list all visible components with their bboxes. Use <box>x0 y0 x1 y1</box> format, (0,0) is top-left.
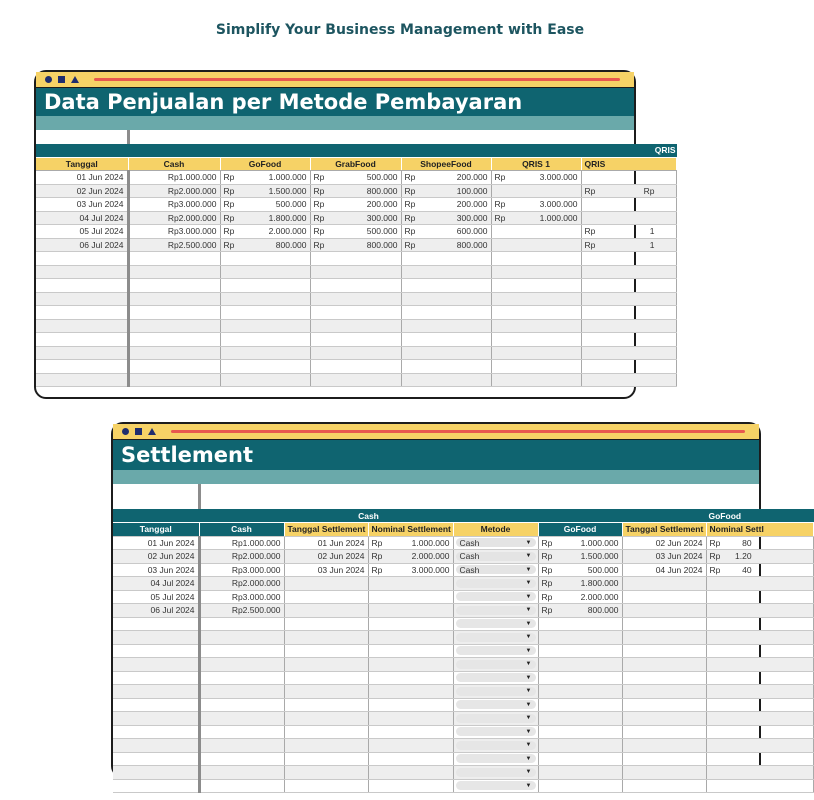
table-row <box>113 671 813 685</box>
chevron-down-icon: ▼ <box>525 580 532 587</box>
cell-gofood[interactable] <box>220 184 310 198</box>
cell-qris1[interactable] <box>491 198 581 212</box>
amount: 1.000.000 <box>539 212 578 223</box>
amount: 3.000.000 <box>539 199 578 210</box>
currency-label: Rp <box>541 537 553 548</box>
amount: 100.000 <box>456 185 488 196</box>
cell-date[interactable]: 06 Jul 2024 <box>36 238 128 252</box>
currency-label: Rp <box>313 226 325 237</box>
currency-label: Rp <box>709 537 721 548</box>
metode-value: Cash <box>459 564 480 575</box>
currency-label: Rp <box>313 172 325 183</box>
metode-dropdown[interactable] <box>456 633 536 642</box>
window-titlebar <box>113 424 759 440</box>
chevron-down-icon: ▼ <box>525 566 532 573</box>
amount: 500.000 <box>366 172 398 183</box>
col-qris1[interactable]: QRIS 1 <box>491 157 581 171</box>
cell-qris2[interactable] <box>581 184 676 198</box>
metode-dropdown[interactable] <box>456 727 536 736</box>
cell-cash[interactable]: Rp2.000.000 <box>128 211 220 225</box>
cell-cash-settle-date[interactable]: 03 Jun 2024 <box>284 563 368 577</box>
amount: 1.500.000 <box>268 185 307 196</box>
cell-gofood-settle-date[interactable] <box>622 577 706 591</box>
currency-label: Rp <box>371 564 383 575</box>
currency-label: Rp <box>223 212 235 223</box>
cell-metode[interactable] <box>453 766 538 780</box>
cell-shopeefood[interactable] <box>401 238 491 252</box>
sales-subband <box>36 116 634 130</box>
table-row <box>113 563 813 577</box>
amount: 800.000 <box>366 239 398 250</box>
amount: 1.000.000 <box>411 537 450 548</box>
cell-date[interactable]: 01 Jun 2024 <box>36 171 128 185</box>
currency-label: Rp <box>584 226 596 237</box>
cell-grabfood[interactable] <box>310 184 401 198</box>
cell-cash[interactable]: Rp2.000.000 <box>128 184 220 198</box>
amount: 2.000.000 <box>580 591 619 602</box>
cell-gofood-settle-nominal[interactable] <box>706 563 813 577</box>
currency-label: Rp <box>404 226 416 237</box>
table-row <box>113 590 813 604</box>
currency-label: Rp <box>541 591 553 602</box>
table-row <box>36 184 676 198</box>
currency-label: Rp <box>371 537 383 548</box>
cell-gofood[interactable] <box>538 563 622 577</box>
table-row <box>36 171 676 185</box>
chevron-down-icon: ▼ <box>525 688 532 695</box>
col-qris2[interactable]: QRIS <box>581 157 676 171</box>
square-icon <box>135 428 142 435</box>
chevron-down-icon: ▼ <box>525 593 532 600</box>
metode-dropdown[interactable] <box>456 538 536 547</box>
cell-cash-settle-date[interactable]: 01 Jun 2024 <box>284 536 368 550</box>
cell-gofood[interactable] <box>538 536 622 550</box>
cell-gofood-settle-nominal[interactable] <box>706 536 813 550</box>
cell-metode[interactable] <box>453 644 538 658</box>
cell-metode[interactable] <box>453 779 538 793</box>
currency-label: Rp <box>494 199 506 210</box>
cell-cash-settle-date[interactable]: 02 Jun 2024 <box>284 550 368 564</box>
table-row <box>113 536 813 550</box>
metode-dropdown[interactable] <box>456 754 536 763</box>
col-cash-settle-date[interactable]: Tanggal Settlement <box>284 523 368 537</box>
cell-qris2[interactable] <box>581 211 676 225</box>
cell-date[interactable]: 06 Jul 2024 <box>113 604 199 618</box>
cell-date[interactable]: 05 Jul 2024 <box>113 590 199 604</box>
currency-label: Rp <box>541 605 553 616</box>
cell-qris1[interactable] <box>491 171 581 185</box>
cell-metode[interactable] <box>453 658 538 672</box>
cell-date[interactable]: 02 Jun 2024 <box>36 184 128 198</box>
cell-qris1[interactable] <box>491 211 581 225</box>
square-icon <box>58 76 65 83</box>
cell-gofood-settle-date[interactable]: 02 Jun 2024 <box>622 536 706 550</box>
table-row <box>113 739 813 753</box>
cell-shopeefood[interactable] <box>401 211 491 225</box>
amount: 200.000 <box>456 199 488 210</box>
settlement-group-row <box>113 509 813 523</box>
table-row <box>36 346 676 360</box>
table-row <box>113 779 813 793</box>
metode-value: Cash <box>459 551 480 562</box>
table-row <box>36 279 676 293</box>
cell-qris2[interactable] <box>581 238 676 252</box>
circle-icon <box>45 76 52 83</box>
table-row <box>36 292 676 306</box>
chevron-down-icon: ▼ <box>525 620 532 627</box>
currency-label: Rp <box>313 212 325 223</box>
col-shopeefood[interactable]: ShopeeFood <box>401 157 491 171</box>
table-row <box>113 712 813 726</box>
titlebar-accent-line <box>171 430 745 433</box>
metode-dropdown[interactable] <box>456 565 536 574</box>
currency-label: Rp <box>404 239 416 250</box>
cell-qris1[interactable] <box>491 225 581 239</box>
metode-dropdown[interactable] <box>456 687 536 696</box>
table-row <box>36 211 676 225</box>
cell-date[interactable]: 03 Jun 2024 <box>36 198 128 212</box>
chevron-down-icon: ▼ <box>525 782 532 789</box>
col-grabfood[interactable]: GrabFood <box>310 157 401 171</box>
currency-label: Rp <box>223 239 235 250</box>
chevron-down-icon: ▼ <box>525 728 532 735</box>
table-row <box>113 658 813 672</box>
currency-label: Rp <box>404 172 416 183</box>
table-row <box>113 550 813 564</box>
table-row <box>36 252 676 266</box>
metode-dropdown[interactable] <box>456 700 536 709</box>
cell-metode[interactable] <box>453 698 538 712</box>
table-row <box>36 225 676 239</box>
amount: 1.500.000 <box>580 551 619 562</box>
sales-window <box>34 70 676 399</box>
cell-metode[interactable] <box>453 631 538 645</box>
cell-gofood[interactable] <box>220 238 310 252</box>
currency-label: Rp <box>541 564 553 575</box>
chevron-down-icon: ▼ <box>525 634 532 641</box>
currency-label: Rp <box>541 578 553 589</box>
sales-header-row <box>36 157 676 171</box>
cell-cash[interactable]: Rp2.000.000 <box>199 550 284 564</box>
chevron-down-icon: ▼ <box>525 755 532 762</box>
chevron-down-icon: ▼ <box>525 661 532 668</box>
cell-metode[interactable] <box>453 550 538 564</box>
cell-qris2[interactable] <box>581 171 676 185</box>
col-gofood-settle-nominal[interactable]: Nominal Settl <box>706 523 813 537</box>
amount: 40 <box>742 564 752 575</box>
cell-grabfood[interactable] <box>310 171 401 185</box>
currency-label: Rp <box>223 185 235 196</box>
cell-shopeefood[interactable] <box>401 184 491 198</box>
cell-cash[interactable]: Rp1.000.000 <box>199 536 284 550</box>
currency-label: Rp <box>584 185 596 196</box>
amount: 80 <box>742 537 752 548</box>
table-row <box>113 577 813 591</box>
table-row <box>113 644 813 658</box>
cell-shopeefood[interactable] <box>401 225 491 239</box>
metode-dropdown[interactable] <box>456 768 536 777</box>
chevron-down-icon: ▼ <box>525 553 532 560</box>
cell-cash[interactable]: Rp1.000.000 <box>128 171 220 185</box>
amount: 500.000 <box>587 564 619 575</box>
currency-label: Rp <box>494 172 506 183</box>
group-gofood: GoFood <box>538 509 813 523</box>
chevron-down-icon: ▼ <box>525 701 532 708</box>
amount: 1.000.000 <box>580 537 619 548</box>
cell-gofood[interactable] <box>220 225 310 239</box>
table-row <box>36 360 676 374</box>
titlebar-accent-line <box>94 78 620 81</box>
metode-dropdown[interactable] <box>456 781 536 790</box>
cell-gofood-settle-nominal[interactable] <box>706 577 813 591</box>
cell-gofood-settle-date[interactable]: 03 Jun 2024 <box>622 550 706 564</box>
cell-cash-settle-nominal[interactable] <box>368 550 453 564</box>
chevron-down-icon: ▼ <box>525 715 532 722</box>
currency-label: Rp <box>313 239 325 250</box>
settlement-title: Settlement <box>113 440 759 470</box>
cell-gofood-settle-nominal[interactable] <box>706 604 813 618</box>
window-titlebar <box>36 72 634 88</box>
col-tanggal[interactable]: Tanggal <box>36 157 128 171</box>
cell-metode[interactable] <box>453 577 538 591</box>
settlement-window <box>111 422 764 789</box>
currency-label: Rp <box>223 199 235 210</box>
amount: 2.000.000 <box>268 226 307 237</box>
col-gofood[interactable]: GoFood <box>538 523 622 537</box>
cell-date[interactable]: 05 Jul 2024 <box>36 225 128 239</box>
table-row <box>36 333 676 347</box>
settlement-subband <box>113 470 759 484</box>
amount: 1 <box>649 239 655 250</box>
table-row <box>36 306 676 320</box>
group-qris: QRIS <box>491 144 676 158</box>
settlement-blank-row <box>113 484 813 509</box>
table-row <box>36 238 676 252</box>
cell-date[interactable]: 02 Jun 2024 <box>113 550 199 564</box>
cell-qris1[interactable] <box>491 184 581 198</box>
cell-date[interactable]: 01 Jun 2024 <box>113 536 199 550</box>
cell-metode[interactable] <box>453 671 538 685</box>
cell-cash[interactable]: Rp2.000.000 <box>199 577 284 591</box>
amount: 1.000.000 <box>268 172 307 183</box>
cell-grabfood[interactable] <box>310 225 401 239</box>
amount: 3.000.000 <box>411 564 450 575</box>
cell-gofood[interactable] <box>538 604 622 618</box>
currency-label: Rp <box>223 226 235 237</box>
cell-metode[interactable] <box>453 752 538 766</box>
amount: Rp <box>643 185 655 196</box>
col-tanggal[interactable]: Tanggal <box>113 523 199 537</box>
cell-grabfood[interactable] <box>310 211 401 225</box>
amount: 200.000 <box>366 199 398 210</box>
triangle-icon <box>71 76 79 83</box>
amount: 1 <box>649 226 655 237</box>
page-headline: Simplify Your Business Management with Ease <box>215 22 585 38</box>
cell-cash-settle-nominal[interactable] <box>368 577 453 591</box>
settlement-header-row <box>113 523 813 537</box>
cell-gofood[interactable] <box>538 590 622 604</box>
table-row <box>113 725 813 739</box>
col-gofood[interactable]: GoFood <box>220 157 310 171</box>
table-row <box>113 752 813 766</box>
currency-label: Rp <box>541 551 553 562</box>
cell-cash-settle-nominal[interactable] <box>368 563 453 577</box>
sales-blank-row <box>36 130 676 144</box>
cell-metode[interactable] <box>453 712 538 726</box>
cell-grabfood[interactable] <box>310 198 401 212</box>
table-row <box>113 631 813 645</box>
col-cash[interactable]: Cash <box>128 157 220 171</box>
col-metode[interactable]: Metode <box>453 523 538 537</box>
cell-date[interactable]: 03 Jun 2024 <box>113 563 199 577</box>
cell-cash-settle-nominal[interactable] <box>368 536 453 550</box>
cell-gofood-settle-nominal[interactable] <box>706 590 813 604</box>
metode-dropdown[interactable] <box>456 619 536 628</box>
cell-date[interactable]: 04 Jul 2024 <box>113 577 199 591</box>
metode-dropdown[interactable] <box>456 646 536 655</box>
cell-gofood[interactable] <box>220 198 310 212</box>
group-cash: Cash <box>199 509 538 523</box>
amount: 1.800.000 <box>268 212 307 223</box>
cell-metode[interactable] <box>453 617 538 631</box>
triangle-icon <box>148 428 156 435</box>
cell-cash[interactable]: Rp2.500.000 <box>199 604 284 618</box>
metode-dropdown[interactable] <box>456 552 536 561</box>
metode-dropdown[interactable] <box>456 741 536 750</box>
amount: 300.000 <box>456 212 488 223</box>
table-row <box>36 319 676 333</box>
currency-label: Rp <box>709 551 721 562</box>
cell-gofood-settle-nominal[interactable] <box>706 550 813 564</box>
cell-cash[interactable]: Rp3.000.000 <box>199 590 284 604</box>
cell-date[interactable]: 04 Jul 2024 <box>36 211 128 225</box>
amount: 800.000 <box>275 239 307 250</box>
cell-metode[interactable] <box>453 739 538 753</box>
amount: 1.800.000 <box>580 578 619 589</box>
sales-title: Data Penjualan per Metode Pembayaran <box>36 88 634 116</box>
cell-metode[interactable] <box>453 685 538 699</box>
cell-gofood[interactable] <box>538 577 622 591</box>
chevron-down-icon: ▼ <box>525 674 532 681</box>
circle-icon <box>122 428 129 435</box>
cell-cash[interactable]: Rp2.500.000 <box>128 238 220 252</box>
cell-gofood-settle-date[interactable]: 04 Jun 2024 <box>622 563 706 577</box>
cell-cash[interactable]: Rp3.000.000 <box>128 198 220 212</box>
cell-qris2[interactable] <box>581 198 676 212</box>
cell-gofood[interactable] <box>220 211 310 225</box>
cell-metode[interactable] <box>453 536 538 550</box>
amount: 600.000 <box>456 226 488 237</box>
cell-cash-settle-nominal[interactable] <box>368 590 453 604</box>
cell-cash[interactable]: Rp3.000.000 <box>128 225 220 239</box>
currency-label: Rp <box>404 185 416 196</box>
chevron-down-icon: ▼ <box>525 742 532 749</box>
table-row <box>113 698 813 712</box>
amount: 3.000.000 <box>539 172 578 183</box>
amount: 200.000 <box>456 172 488 183</box>
table-row <box>113 685 813 699</box>
cell-shopeefood[interactable] <box>401 171 491 185</box>
table-row <box>113 766 813 780</box>
cell-grabfood[interactable] <box>310 238 401 252</box>
metode-dropdown[interactable] <box>456 673 536 682</box>
sales-group-row <box>36 144 676 158</box>
col-gofood-settle-date[interactable]: Tanggal Settlement <box>622 523 706 537</box>
table-row <box>36 265 676 279</box>
cell-metode[interactable] <box>453 590 538 604</box>
cell-cash-settle-date[interactable] <box>284 590 368 604</box>
currency-label: Rp <box>584 239 596 250</box>
cell-qris2[interactable] <box>581 225 676 239</box>
cell-metode[interactable] <box>453 563 538 577</box>
metode-value: Cash <box>459 537 480 548</box>
cell-gofood-settle-date[interactable] <box>622 604 706 618</box>
cell-metode[interactable] <box>453 725 538 739</box>
col-cash[interactable]: Cash <box>199 523 284 537</box>
cell-gofood-settle-date[interactable] <box>622 590 706 604</box>
col-cash-settle-nominal[interactable]: Nominal Settlement <box>368 523 453 537</box>
settlement-table <box>113 484 814 793</box>
metode-dropdown[interactable] <box>456 592 536 601</box>
cell-cash-settle-date[interactable] <box>284 604 368 618</box>
amount: 800.000 <box>366 185 398 196</box>
amount: 800.000 <box>587 605 619 616</box>
cell-gofood[interactable] <box>538 550 622 564</box>
currency-label: Rp <box>313 185 325 196</box>
currency-label: Rp <box>371 551 383 562</box>
cell-cash-settle-date[interactable] <box>284 577 368 591</box>
chevron-down-icon: ▼ <box>525 647 532 654</box>
currency-label: Rp <box>404 212 416 223</box>
cell-shopeefood[interactable] <box>401 198 491 212</box>
amount: 2.000.000 <box>411 551 450 562</box>
currency-label: Rp <box>709 564 721 575</box>
metode-dropdown[interactable] <box>456 606 536 615</box>
currency-label: Rp <box>494 212 506 223</box>
cell-metode[interactable] <box>453 604 538 618</box>
cell-qris1[interactable] <box>491 238 581 252</box>
table-row <box>113 604 813 618</box>
table-row <box>36 373 676 387</box>
metode-dropdown[interactable] <box>456 714 536 723</box>
amount: 1.20 <box>735 551 752 562</box>
metode-dropdown[interactable] <box>456 579 536 588</box>
currency-label: Rp <box>223 172 235 183</box>
amount: 500.000 <box>366 226 398 237</box>
chevron-down-icon: ▼ <box>525 769 532 776</box>
table-row <box>36 198 676 212</box>
chevron-down-icon: ▼ <box>525 539 532 546</box>
amount: 300.000 <box>366 212 398 223</box>
amount: 800.000 <box>456 239 488 250</box>
chevron-down-icon: ▼ <box>525 607 532 614</box>
currency-label: Rp <box>313 199 325 210</box>
currency-label: Rp <box>404 199 416 210</box>
cell-cash-settle-nominal[interactable] <box>368 604 453 618</box>
metode-dropdown[interactable] <box>456 660 536 669</box>
cell-gofood[interactable] <box>220 171 310 185</box>
amount: 500.000 <box>275 199 307 210</box>
cell-cash[interactable]: Rp3.000.000 <box>199 563 284 577</box>
table-row <box>113 617 813 631</box>
sales-table <box>36 130 677 387</box>
